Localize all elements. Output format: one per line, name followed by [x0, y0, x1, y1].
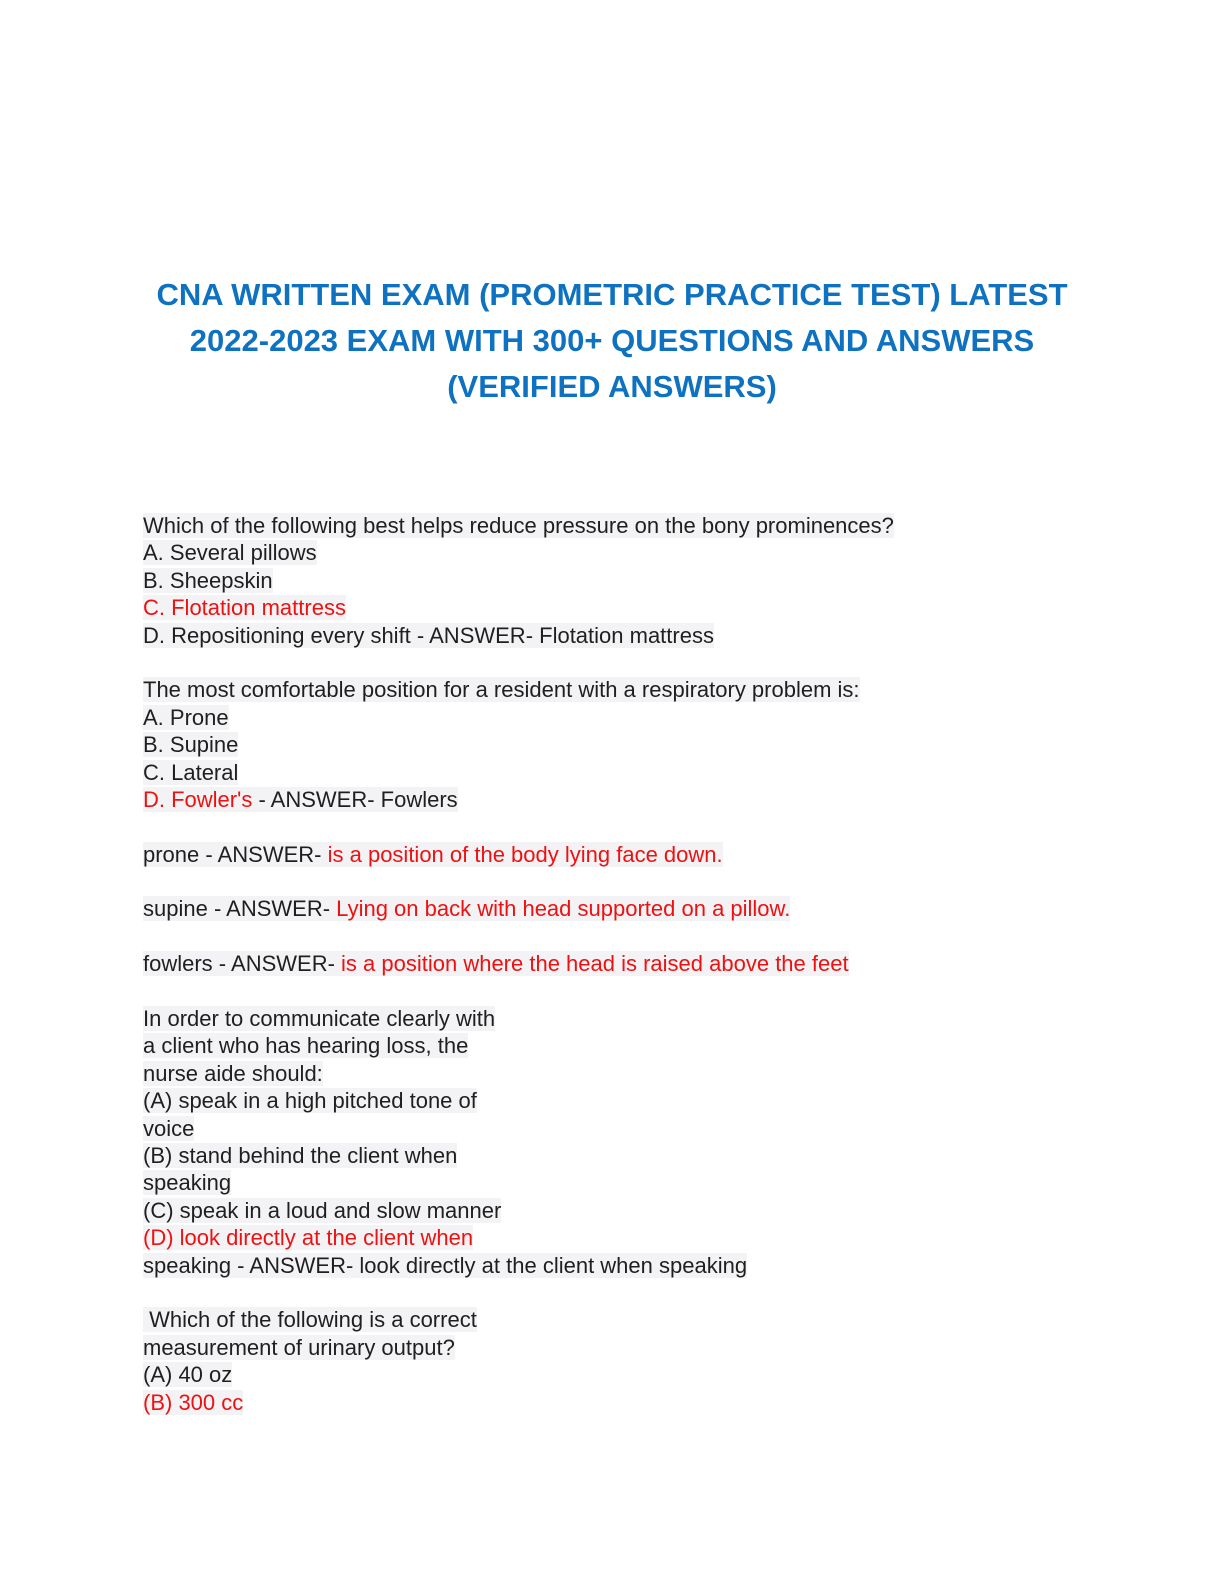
- question-text: In order to communicate clearly with: [143, 1006, 496, 1032]
- option-c: C. Lateral: [143, 759, 239, 785]
- answer-text: - ANSWER- Fowlers: [252, 786, 458, 812]
- option-a: A. Several pillows: [143, 540, 317, 566]
- option-a: A. Prone: [143, 704, 229, 730]
- question-text: nurse aide should:: [143, 1060, 323, 1086]
- option-a: voice: [143, 1115, 195, 1141]
- option-b-correct: (B) 300 cc: [143, 1389, 244, 1415]
- option-b: B. Sheepskin: [143, 567, 273, 593]
- question-block-4: [143, 1306, 1103, 1416]
- term: prone - ANSWER-: [143, 841, 328, 867]
- title-line-1: CNA WRITTEN EXAM (PROMETRIC PRACTICE TEST) LATEST: [156, 277, 1068, 312]
- definition-supine: [143, 895, 1103, 922]
- definition-answer: Lying on back with head supported on a pillow.: [336, 896, 791, 922]
- question-block-1: [143, 512, 1103, 649]
- question-text: Which of the following best helps reduce pressure on the bony prominences?: [143, 513, 894, 538]
- question-text: a client who has hearing loss, the: [143, 1033, 469, 1059]
- title-line-2: 2022-2023 EXAM WITH 300+ QUESTIONS AND ANSWERS: [189, 323, 1035, 358]
- question-text: measurement of urinary output?: [143, 1334, 455, 1360]
- option-a: (A) speak in a high pitched tone of: [143, 1088, 477, 1114]
- option-d-answer: speaking - ANSWER- look directly at the client when speaking: [143, 1252, 748, 1278]
- document-body: [143, 512, 1103, 1416]
- option-d-correct: D. Fowler's: [143, 786, 253, 812]
- definition-fowlers: [143, 950, 1103, 977]
- option-b: B. Supine: [143, 732, 239, 758]
- definition-prone: [143, 841, 1103, 868]
- document-title: [112, 272, 1112, 410]
- question-text: The most comfortable position for a resident with a respiratory problem is:: [143, 677, 860, 703]
- definition-answer: is a position where the head is raised above the feet: [341, 951, 849, 977]
- option-c: (C) speak in a loud and slow manner: [143, 1197, 502, 1223]
- option-d-correct: (D) look directly at the client when: [143, 1225, 474, 1251]
- option-d-answer: D. Repositioning every shift - ANSWER- Flotation mattress: [143, 622, 714, 648]
- option-a: (A) 40 oz: [143, 1362, 233, 1388]
- option-b: speaking: [143, 1170, 232, 1196]
- question-text: Which of the following is a correct: [143, 1307, 477, 1333]
- term: supine - ANSWER-: [143, 896, 337, 922]
- option-c-correct: C. Flotation mattress: [143, 595, 346, 621]
- question-block-2: [143, 676, 1103, 813]
- question-block-3: [143, 1005, 1103, 1279]
- term: fowlers - ANSWER-: [143, 951, 342, 977]
- option-b: (B) stand behind the client when: [143, 1142, 458, 1168]
- title-line-3: (VERIFIED ANSWERS): [447, 369, 777, 404]
- definition-answer: is a position of the body lying face down.: [327, 841, 723, 867]
